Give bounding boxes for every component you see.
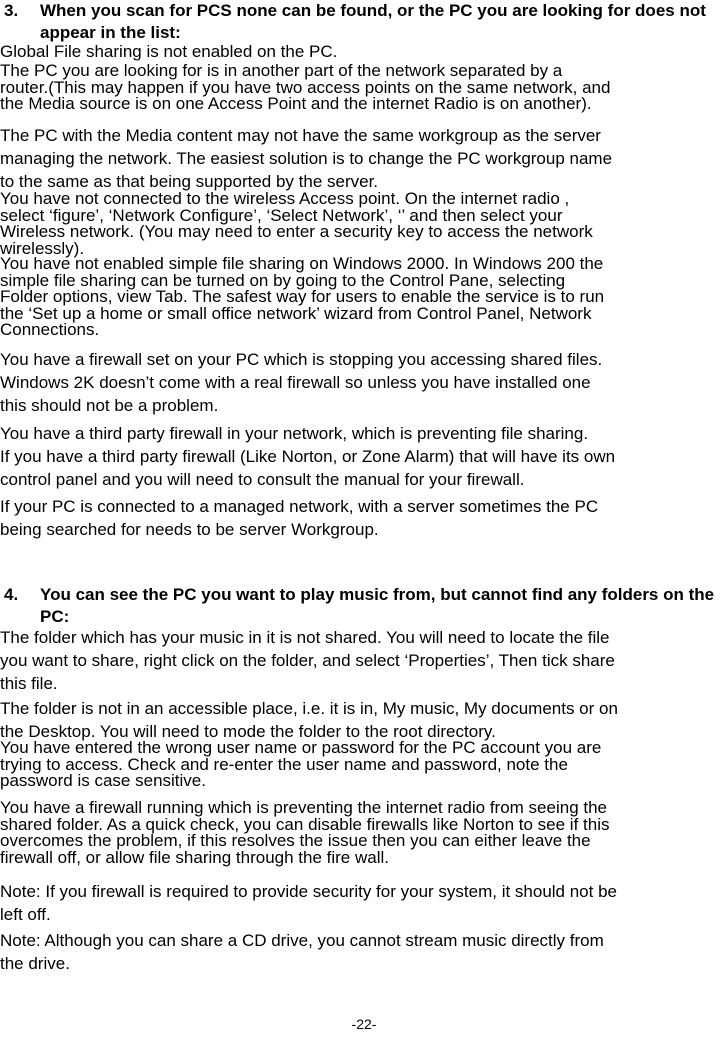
paragraph [0, 880, 728, 926]
paragraph [0, 191, 728, 257]
text-line: shared folder. As a quick check, you can disable firewalls like Norton to see if this [0, 814, 610, 834]
paragraph [0, 348, 728, 417]
text-line: The PC with the Media content may not have the same workgroup as the server [0, 126, 601, 145]
paragraph [0, 740, 728, 790]
text-line: Windows 2K doesn’t come with a real firewall so unless you have installed one [0, 373, 591, 392]
text-line: the drive. [0, 954, 70, 973]
section-3-heading [4, 0, 724, 44]
text-line: the Desktop. You will need to mode the folder to the root directory. [0, 722, 496, 741]
paragraph [0, 697, 728, 743]
text-line: You have not connected to the wireless Access point. On the internet radio , [0, 189, 570, 208]
text-line: simple file sharing can be turned on by going to the Control Pane, selecting [0, 270, 566, 290]
text-line: The folder which has your music in it is not shared. You will need to locate the file [0, 628, 610, 647]
paragraph [0, 800, 728, 866]
text-line: You have not enabled simple file sharing on Windows 2000. In Windows 200 the [0, 254, 604, 273]
text-line: You have a third party firewall in your network, which is preventing file sharing. [0, 424, 589, 443]
page-number: -22- [351, 1016, 377, 1032]
text-line: Connections. [0, 320, 100, 339]
paragraph [0, 929, 728, 975]
text-line: this should not be a problem. [0, 396, 219, 415]
text-line: overcomes the problem, if this resolves the issue then you can either leave the [0, 831, 591, 850]
section-4-title: You can see the PC you want to play music from, but cannot find any folders on the PC: [40, 585, 715, 626]
text-line: If you have a third party firewall (Like Norton, or Zone Alarm) that will have its own [0, 447, 616, 466]
text-line: Note: Although you can share a CD drive, you cannot stream music directly from [0, 931, 604, 950]
section-4-heading [4, 584, 724, 628]
text-line: You have entered the wrong user name or password for the PC account you are [0, 738, 602, 757]
text-line: control panel and you will need to consult the manual for your firewall. [0, 470, 525, 489]
section-4-number: 4. [4, 585, 19, 604]
paragraph [0, 124, 728, 193]
section-3-number: 3. [4, 1, 19, 20]
text-line: wirelessly). [0, 238, 85, 258]
text-line: to the same as that being supported by the server. [0, 172, 379, 191]
text-line: being searched for needs to be server Workgroup. [0, 520, 379, 539]
text-line: The PC you are looking for is in another part of the network separated by a [0, 61, 563, 80]
paragraph [0, 256, 728, 339]
text-line: firewall off, or allow file sharing through the fire wall. [0, 847, 389, 867]
text-line: The folder is not in an accessible place, i.e. it is in, My music, My documents or on [0, 699, 618, 718]
section-3-title: When you scan for PCS none can be found, or the PC you are looking for does not appear in the list: [40, 1, 706, 42]
paragraph [0, 495, 728, 541]
text-line: Folder options, view Tab. The safest way for users to enable the service is to run [0, 287, 605, 306]
text-line: trying to access. Check and re-enter the user name and password, note the [0, 754, 568, 774]
text-line: If your PC is connected to a managed network, with a server sometimes the PC [0, 497, 599, 516]
text-line: managing the network. The easiest solution is to change the PC workgroup name [0, 149, 613, 168]
text-line: router.(This may happen if you have two access points on the same network, and [0, 77, 611, 97]
text-line: this file. [0, 674, 58, 693]
paragraph [0, 44, 728, 61]
paragraph [0, 626, 728, 695]
text-line: you want to share, right click on the folder, and select ‘Properties’, Then tick share [0, 651, 615, 670]
paragraph [0, 422, 728, 491]
paragraph [0, 63, 728, 113]
text-line: Note: If you firewall is required to provide security for your system, it should not be [0, 882, 617, 901]
text-line: You have a firewall set on your PC which is stopping you accessing shared files. [0, 350, 603, 369]
text-line: left off. [0, 905, 51, 924]
text-line: You have a firewall running which is preventing the internet radio from seeing the [0, 798, 608, 817]
text-line: the Media source is on one Access Point and the internet Radio is on another). [0, 94, 592, 113]
text-line: select ‘figure’, ‘Network Configure’, ‘Select Network’, ‘’ and then select your [0, 205, 563, 225]
text-line: the ‘Set up a home or small office network’ wizard from Control Panel, Network [0, 303, 592, 323]
text-line: Wireless network. (You may need to enter a security key to access the network [0, 222, 593, 241]
text-line: Global File sharing is not enabled on the PC. [0, 42, 338, 61]
text-line: password is case sensitive. [0, 771, 206, 790]
